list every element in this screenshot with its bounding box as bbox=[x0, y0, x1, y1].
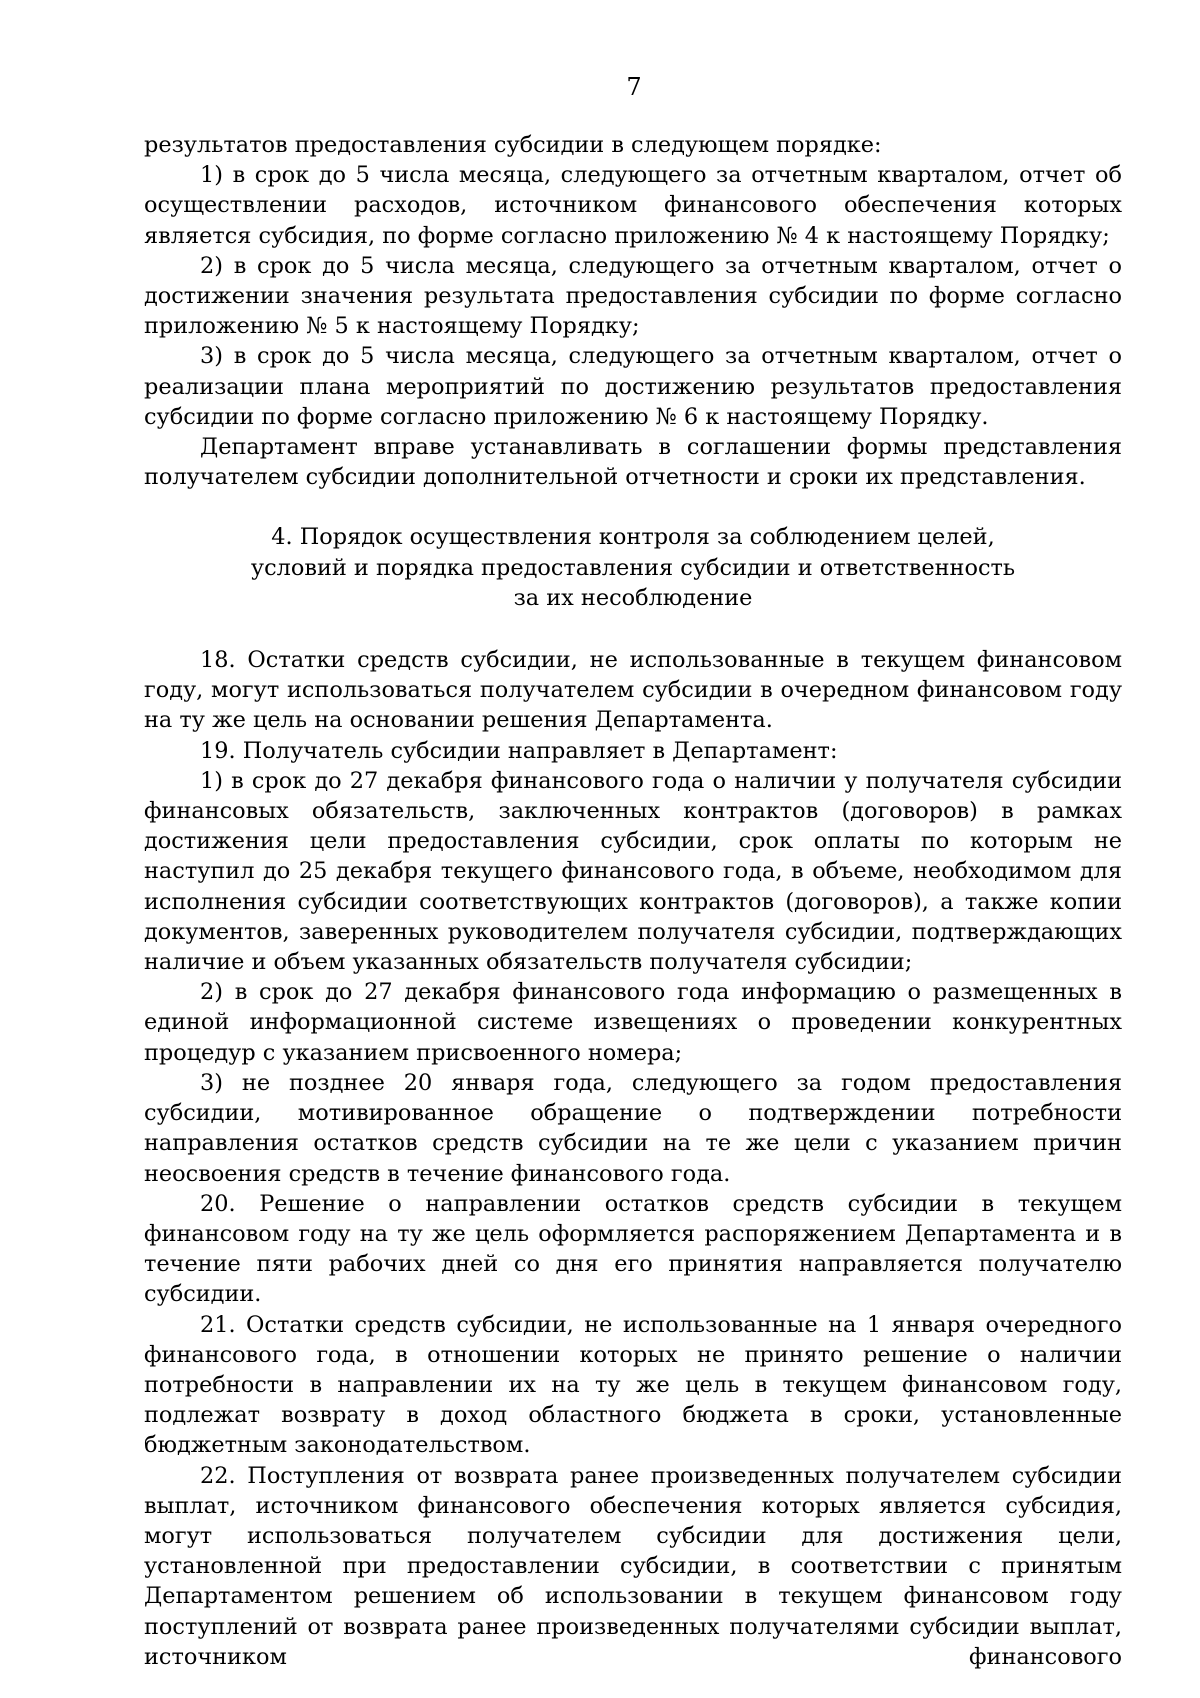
paragraph: 20. Решение о направлении остатков средств субсидии в текущем финансовом году на ту же цель оформляется распоряжением Департамента и в течение пяти рабочих дней со дня его принятия направляется получателю субсидии. bbox=[144, 1190, 1122, 1308]
section-heading-line: условий и порядка предоставления субсидии и ответственность bbox=[250, 554, 1016, 581]
paragraph: 2) в срок до 5 числа месяца, следующего за отчетным кварталом, отчет о достижении значения результата предоставления субсидии по форме согласно приложению № 5 к настоящему Порядку; bbox=[144, 252, 1122, 340]
section-heading bbox=[144, 522, 1122, 613]
paragraph: 3) в срок до 5 числа месяца, следующего за отчетным кварталом, отчет о реализации плана мероприятий по достижению результатов предоставления субсидии по форме согласно приложению № 6 к настоящему Порядку. bbox=[144, 343, 1122, 430]
section-heading-line: за их несоблюдение bbox=[513, 584, 753, 611]
paragraph: 3) не позднее 20 января года, следующего за годом предоставления субсидии, мотивированное обращение о подтверждении потребности направления остатков средств субсидии на те же цели с указанием причин неосвоения средств в течение финансового года. bbox=[144, 1069, 1122, 1187]
paragraph: 1) в срок до 27 декабря финансового года о наличии у получателя субсидии финансовых обязательств, заключенных контрактов (договоров) в рамках достижения цели предоставления субсидии, срок оплаты по которым не наступил до 25 декабря текущего финансового года, в объеме, необходимом для исполнения субсидии соответствующих контрактов (договоров), а также копии документов, заверенных руководителем получателя субсидии, подтверждающих наличие и объем указанных обязательств получателя субсидии; bbox=[144, 767, 1122, 976]
paragraph: 22. Поступления от возврата ранее произведенных получателем субсидии выплат, источником финансового обеспечения которых является субсидия, могут использоваться получателем субсидии для достижения цели, установленной при предоставлении субсидии, в соответствии с принятым Департаментом решением об использовании в текущем финансовом году поступлений от возврата ранее произведенных получателями субсидии выплат, источником финансового bbox=[144, 1462, 1122, 1670]
paragraph: результатов предоставления субсидии в следующем порядке: bbox=[144, 132, 882, 158]
paragraph: 19. Получатель субсидии направляет в Департамент: bbox=[200, 737, 838, 764]
page-number: 7 bbox=[626, 73, 642, 101]
paragraph: Департамент вправе устанавливать в соглашении формы представления получателем субсидии дополнительной отчетности и сроки их представления. bbox=[144, 434, 1122, 491]
paragraph: 18. Остатки средств субсидии, не использованные в текущем финансовом году, могут использоваться получателем субсидии в очередном финансовом году на ту же цель на основании решения Департамента. bbox=[144, 647, 1122, 734]
paragraph: 1) в срок до 5 числа месяца, следующего за отчетным кварталом, отчет об осуществлении расходов, источником финансового обеспечения которых является субсидия, по форме согласно приложению № 4 к настоящему Порядку; bbox=[144, 162, 1122, 249]
paragraph: 2) в срок до 27 декабря финансового года информацию о размещенных в единой информационной системе извещениях о проведении конкурентных процедур с указанием присвоенного номера; bbox=[144, 979, 1122, 1066]
document-body bbox=[144, 130, 1122, 1672]
paragraph: 21. Остатки средств субсидии, не использованные на 1 января очередного финансового года, в отношении которых не принято решение о наличии потребности в направлении их на ту же цель в текущем финансовом году, подлежат возврату в доход областного бюджета в сроки, установленные бюджетным законодательством. bbox=[144, 1311, 1122, 1459]
section-heading-line: 4. Порядок осуществления контроля за соблюдением целей, bbox=[271, 524, 995, 551]
